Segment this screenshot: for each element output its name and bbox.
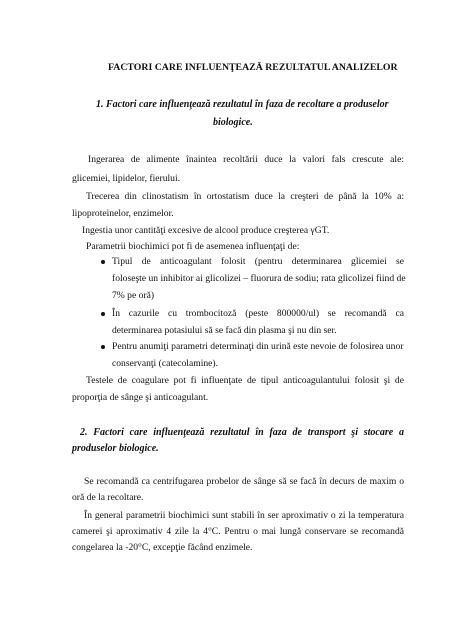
bullet-dot-icon xyxy=(101,312,105,316)
s1-p5-line2: proporţia de sânge şi anticoagulant. xyxy=(72,392,209,403)
section2-heading-line1: 2. Factori care influenţează rezultatul în faza de transport şi stocare a xyxy=(80,427,404,438)
s2-p1-line1: Se recomandă ca centrifugarea probelor de sânge să se facă în decurs de maxim o xyxy=(84,476,404,487)
s1-p5-line1: Testele de coagulare pot fi influenţate de tipul anticoagulantului folosit şi de xyxy=(86,375,404,386)
s1-p1-line1: Ingerarea de alimente înaintea recoltării duce la valori fals crescute ale: xyxy=(88,154,404,165)
s1-p2-line2: lipoproteinelor, enzimelor. xyxy=(72,208,174,219)
bullet3-line1: Pentru anumiţi parametri determinaţi din urină este nevoie de folosirea unor xyxy=(112,341,404,352)
bullet2-line2: determinarea potasiului să se facă din plasma şi nu din ser. xyxy=(112,325,337,336)
s1-p2-line1: Trecerea din clinostatism în ortostatism duce la creşteri de până la 10% a: xyxy=(86,191,404,202)
section1-heading-line1: 1. Factori care influenţează rezultatul în faza de recoltare a produselor xyxy=(96,99,389,110)
s1-p3: Ingestia unor cantităţi excesive de alcool produce creşterea γGT. xyxy=(82,225,330,236)
bullet1-line3: 7% pe oră) xyxy=(112,290,155,301)
document-title: FACTORI CARE INFLUENŢEAZĂ REZULTATUL ANALIZELOR xyxy=(108,62,398,73)
s2-p2-line2: camerei şi aproximativ 4 zile la 4°C. Pentru o mai lungă conservare se recomandă xyxy=(72,526,404,537)
s2-p2-line1: În general parametrii biochimici sunt stabili în ser aproximativ o zi la temperatura xyxy=(84,510,404,521)
bullet2-line1: În cazurile cu trombocitoză (peste 800000/ul) se recomandă ca xyxy=(112,308,404,319)
section1-heading-line2: biologice. xyxy=(213,117,253,128)
bullet1-line2: foloseşte un inhibitor ai glicolizei – fluorura de sodiu; rata glicolizei fiind de xyxy=(112,273,406,284)
bullet-dot-icon xyxy=(101,260,105,264)
bullet3-line2: conservanţi (catecolamine). xyxy=(112,358,219,369)
bullet1-line1: Tipul de anticoagulant folosit (pentru determinarea glicemiei se xyxy=(112,256,404,267)
s1-p4: Parametrii biochimici pot fi de asemenea influenţaţi de: xyxy=(86,241,300,252)
s2-p2-line3: congelarea la -20°C, excepţie făcând enzimele. xyxy=(72,542,253,553)
s2-p1-line2: oră de la recoltare. xyxy=(72,492,144,503)
s1-p1-line2: glicemiei, lipidelor, fierului. xyxy=(72,173,181,184)
section2-heading-line2: produselor biologice. xyxy=(72,443,159,454)
bullet-dot-icon xyxy=(101,345,105,349)
